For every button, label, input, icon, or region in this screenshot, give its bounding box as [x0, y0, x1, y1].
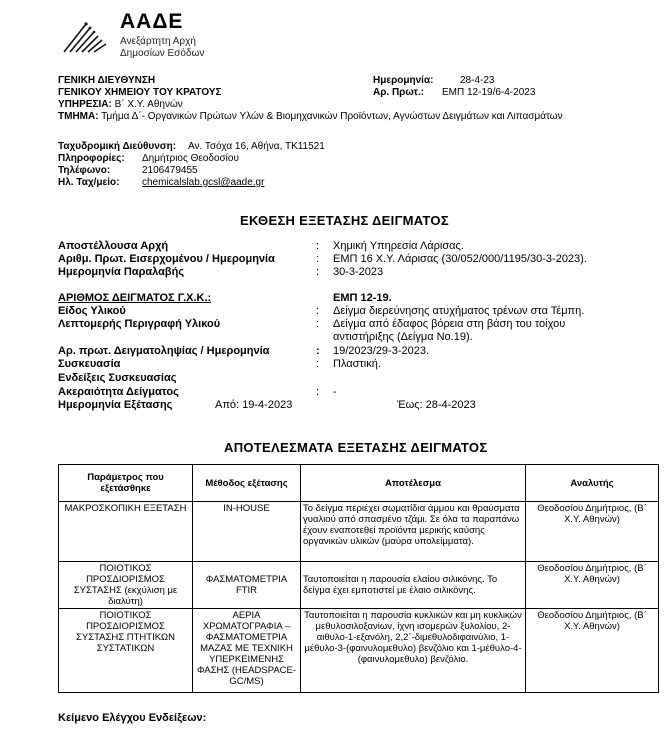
results-table	[58, 464, 659, 693]
table-row	[59, 502, 659, 562]
receipt-label: Ημερομηνία Παραλαβής	[58, 266, 185, 278]
info-label: Πληροφορίες:	[58, 153, 125, 164]
results-header-row	[59, 465, 659, 502]
sender-label: Αποστέλλουσα Αρχή	[58, 240, 169, 252]
packaging-value: Πλαστική.	[333, 358, 381, 370]
address-label: Ταχυδρομική Διεύθυνση:	[58, 141, 177, 152]
colon: :	[316, 345, 320, 357]
info-value: Δημήτριος Θεοδοσίου	[142, 153, 239, 164]
exam-date-from: Από: 19-4-2023	[215, 399, 293, 411]
date-value: 28-4-23	[460, 75, 495, 86]
colon: :	[316, 266, 320, 278]
org-line-2: ΓΕΝΙΚΟΥ ΧΗΜΕΙΟΥ ΤΟΥ ΚΡΑΤΟΥΣ	[58, 87, 222, 98]
service-label: ΥΠΗΡΕΣΙΑ:	[58, 99, 112, 110]
receipt-value: 30-3-2023	[333, 266, 384, 278]
description-value-2: αντιστήριξης (Δείγμα Νο.19).	[333, 331, 473, 343]
table-row	[59, 562, 659, 609]
param-cell: ΜΑΚΡΟΣΚΟΠΙΚΗ ΕΞΕΤΑΣΗ	[59, 502, 193, 562]
colon: :	[316, 318, 320, 330]
report-title: ΕΚΘΕΣΗ ΕΞΕΤΑΣΗΣ ΔΕΙΓΜΑΤΟΣ	[240, 213, 449, 228]
method-cell: ΑΕΡΙΑ ΧΡΩΜΑΤΟΓΡΑΦΙΑ – ΦΑΣΜΑΤΟΜΕΤΡΙΑ ΜΑΖΑΣ ΜΕ ΤΕΧΝΙΚΗ ΥΠΕΡΚΕΙΜΕΝΗΣ ΦΑΣΗΣ (HEADSPACE-GC/MS)	[193, 609, 301, 693]
material-value: Δείγμα διερεύνησης ατυχήματος τρένων στα Τέμπη.	[333, 305, 585, 317]
phone-label: Τηλέφωνο:	[58, 165, 111, 176]
results-title: ΑΠΟΤΕΛΕΣΜΑΤΑ ΕΞΕΤΑΣΗΣ ΔΕΙΓΜΑΤΟΣ	[224, 440, 488, 455]
email-link[interactable]: chemicalslab.gcsl@aade.gr	[142, 177, 265, 188]
dept-value: Τμήμα Δ΄- Οργανικών Πρώτων Υλών & Βιομηχανικών Προϊόντων, Αγνώστων Δειγμάτων και Λιπασμάτων	[101, 111, 563, 122]
integrity-label: Ακεραιότητα Δείγματος	[58, 386, 179, 398]
param-cell: ΠΟΙΟΤΙΚΟΣ ΠΡΟΣΔΙΟΡΙΣΜΟΣ ΣΥΣΤΑΣΗΣ ΠΤΗΤΙΚΩΝ ΣΥΣΤΑΤΙΚΩΝ	[59, 609, 193, 693]
exam-date-label: Ημερομηνία Εξέτασης	[58, 399, 173, 411]
table-row	[59, 609, 659, 693]
integrity-value: -	[333, 386, 337, 398]
param-cell: ΠΟΙΟΤΙΚΟΣ ΠΡΟΣΔΙΟΡΙΣΜΟΣ ΣΥΣΤΑΣΗΣ (εκχύλιση με διαλύτη)	[59, 562, 193, 609]
sampling-label: Αρ. πρωτ. Δειγματοληψίας / Ημερομηνία	[58, 345, 270, 357]
sample-number-label: ΑΡΙΘΜΟΣ ΔΕΙΓΜΑΤΟΣ Γ.Χ.Κ.:	[58, 292, 212, 304]
dept-label: ΤΜΗΜΑ:	[58, 111, 99, 122]
analyst-cell: Θεοδοσίου Δημήτριος, (Β΄ Χ.Υ. Αθηνών)	[526, 609, 659, 693]
exam-date-to: Έως: 28-4-2023	[397, 399, 476, 411]
service-value: Β΄ Χ.Υ. Αθηνών	[114, 99, 183, 110]
result-cell: Το δείγμα περιέχει σωματίδια άμμου και θραύσματα γυαλιού από σπασμένο τζάμι. Σε όλα τα παραπάνω έχουν εναποτεθεί προϊόντα μερικής καύσης οργανικών υλικών (μαύρα υπολείμματα).	[301, 502, 526, 562]
header-method: Μέθοδος εξέτασης	[193, 465, 301, 502]
colon: :	[316, 386, 320, 398]
description-value-1: Δείγμα από έδαφος βόρεια στη βάση του τοίχου	[333, 318, 566, 330]
aade-logo-icon	[60, 12, 114, 58]
logo-subtitle-1: Ανεξάρτητη Αρχή	[120, 36, 196, 47]
address-value: Αν. Τσόχα 16, Αθήνα, ΤΚ11521	[188, 141, 325, 152]
method-cell: ΦΑΣΜΑΤΟΜΕΤΡΙΑ FTIR	[193, 562, 301, 609]
analyst-cell: Θεοδοσίου Δημήτριος, (Β΄ Χ.Υ. Αθηνών)	[526, 502, 659, 562]
method-cell: IN-HOUSE	[193, 502, 301, 562]
sample-number-value: ΕΜΠ 12-19.	[333, 292, 392, 304]
service-line	[58, 99, 183, 111]
result-cell: Ταυτοποιείται η παρουσία κυκλικών και μη κυκλικών μεθυλοσιλοξανίων, ίχνη ισομερών ξυλολίου, 2-αιθυλο-1-εξανόλη, 2,2΄-διμεθυλοδιφαινύλιο, 1-μέθυλο-3-(φαινυλομεθυλο) βενζόλιο και 1-μέθυλο-4-(φαινυλομεθυλο) βενζόλιο.	[301, 609, 526, 693]
material-label: Είδος Υλικού	[58, 305, 126, 317]
date-label: Ημερομηνία:	[373, 75, 434, 86]
colon: :	[316, 253, 320, 265]
dept-line	[58, 111, 563, 123]
header-analyst: Αναλυτής	[526, 465, 659, 502]
header-result: Αποτέλεσμα	[301, 465, 526, 502]
header-parameter: Παράμετρος που εξετάσθηκε	[59, 465, 193, 502]
colon: :	[316, 305, 320, 317]
email-label: Ηλ. Ταχ/μείο:	[58, 177, 120, 188]
incoming-label: Αριθμ. Πρωτ. Εισερχομένου / Ημερομηνία	[58, 253, 275, 265]
incoming-value: ΕΜΠ 16 Χ.Υ. Λάρισας (30/052/000/1195/30-3-2023).	[333, 253, 587, 265]
logo-subtitle-2: Δημοσίων Εσόδων	[120, 48, 205, 59]
colon: :	[316, 358, 320, 370]
prot-label: Αρ. Πρωτ.:	[373, 87, 425, 98]
colon: :	[316, 240, 320, 252]
result-cell: Ταυτοποιείται η παρουσία ελαίου σιλικόνης. Το δείγμα έχει εμποτιστεί με έλαιο σιλικόνης.	[301, 562, 526, 609]
analyst-cell: Θεοδοσίου Δημήτριος, (Β΄ Χ.Υ. Αθηνών)	[526, 562, 659, 609]
control-text-label: Κείμενο Ελέγχου Ενδείξεων:	[58, 712, 207, 724]
packaging-label: Συσκευασία	[58, 358, 121, 370]
phone-value: 2106479455	[142, 165, 198, 176]
logo-name: ΑΑΔΕ	[120, 10, 184, 33]
sender-value: Χημική Υπηρεσία Λάρισας.	[333, 240, 464, 252]
org-line-1: ΓΕΝΙΚΗ ΔΙΕΥΘΥΝΣΗ	[58, 75, 156, 86]
description-label: Λεπτομερής Περιγραφή Υλικού	[58, 318, 221, 330]
sampling-value: 19/2023/29-3-2023.	[333, 345, 430, 357]
prot-value: ΕΜΠ 12-19/6-4-2023	[442, 87, 536, 98]
package-marks-label: Ενδείξεις Συσκευασίας	[58, 372, 177, 384]
